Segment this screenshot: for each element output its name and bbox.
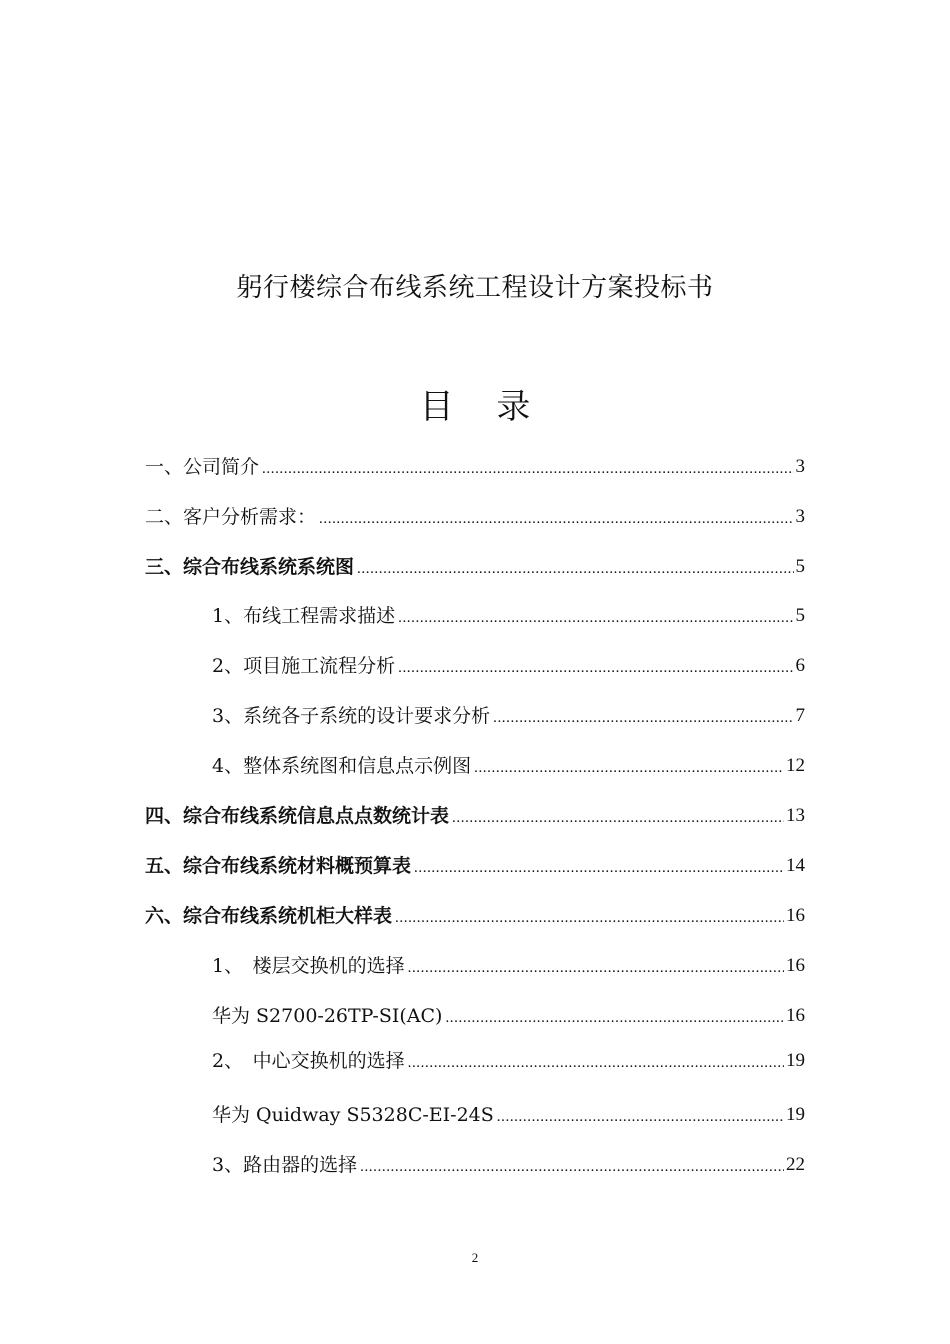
toc-dot-leader <box>398 655 793 681</box>
toc-dot-leader <box>408 1050 784 1076</box>
toc-dot-leader <box>398 605 793 631</box>
toc-entry-page: 6 <box>795 655 805 676</box>
toc-entry-page: 19 <box>786 1104 805 1125</box>
toc-entry-info-points[interactable] <box>145 801 805 831</box>
toc-entry-label: 1、布线工程需求描述 <box>212 605 396 627</box>
toc-entry-label: 4、整体系统图和信息点示例图 <box>212 755 472 777</box>
toc-dot-leader <box>360 1154 784 1180</box>
toc-entry-floor-switch[interactable] <box>212 951 805 981</box>
toc-entry-cabinet[interactable] <box>145 901 805 931</box>
toc-entry-requirements[interactable] <box>212 601 805 631</box>
toc-entry-page: 16 <box>786 905 805 926</box>
toc-entry-label: 2、 中心交换机的选择 <box>212 1050 405 1072</box>
toc-entry-label: 一、公司简介 <box>145 456 260 478</box>
toc-entry-page: 5 <box>795 605 805 626</box>
toc-entry-page: 5 <box>795 556 805 577</box>
toc-entry-router[interactable] <box>212 1150 805 1180</box>
toc-entry-construction-flow[interactable] <box>212 651 805 681</box>
toc-dot-leader <box>493 705 793 731</box>
toc-entry-page: 12 <box>786 755 805 776</box>
toc-entry-page: 7 <box>795 705 805 726</box>
toc-entry-page: 16 <box>786 1005 805 1026</box>
toc-entry-label: 五、综合布线系统材料概预算表 <box>145 855 412 877</box>
toc-entry-subsystem-design[interactable] <box>212 701 805 731</box>
toc-dot-leader <box>357 556 793 582</box>
page-number: 2 <box>471 1250 479 1265</box>
toc-entry-core-switch[interactable] <box>212 1046 805 1076</box>
toc-dot-leader <box>497 1104 784 1130</box>
toc-entry-page: 13 <box>786 805 805 826</box>
toc-entry-label: 1、 楼层交换机的选择 <box>212 955 405 977</box>
toc-entry-customer-needs[interactable] <box>145 502 805 532</box>
toc-dot-leader <box>445 1005 784 1031</box>
toc-entry-label: 华为 S2700-26TP-SI(AC) <box>212 1005 443 1027</box>
toc-entry-page: 22 <box>786 1154 805 1175</box>
toc-entry-page: 14 <box>786 855 805 876</box>
toc-entry-label: 三、综合布线系统系统图 <box>145 556 355 578</box>
toc-entry-overall-diagram[interactable] <box>212 751 805 781</box>
toc-entry-label: 华为 Quidway S5328C-EI-24S <box>212 1104 494 1126</box>
toc-entry-page: 3 <box>795 506 805 527</box>
toc-entry-budget[interactable] <box>145 851 805 881</box>
toc-heading: 目 录 <box>419 387 547 427</box>
toc-dot-leader <box>408 955 784 981</box>
toc-dot-leader <box>474 755 784 781</box>
toc-entry-huawei-s2700[interactable] <box>212 1001 805 1031</box>
toc-entry-label: 二、客户分析需求： <box>145 506 317 528</box>
toc-entry-label: 3、路由器的选择 <box>212 1154 358 1176</box>
toc-dot-leader <box>414 855 784 881</box>
toc-entry-company-intro[interactable] <box>145 452 805 482</box>
toc-entry-label: 四、综合布线系统信息点点数统计表 <box>145 805 450 827</box>
toc-entry-page: 3 <box>795 456 805 477</box>
toc-entry-label: 2、项目施工流程分析 <box>212 655 396 677</box>
document-title: 躬行楼综合布线系统工程设计方案投标书 <box>236 273 714 303</box>
toc-entry-label: 六、综合布线系统机柜大样表 <box>145 905 393 927</box>
toc-entry-system-diagram[interactable] <box>145 552 805 582</box>
toc-dot-leader <box>319 506 793 532</box>
toc-entry-huawei-s5328c[interactable] <box>212 1100 805 1130</box>
toc-dot-leader <box>452 805 784 831</box>
toc-entry-label: 3、系统各子系统的设计要求分析 <box>212 705 491 727</box>
toc-entry-page: 16 <box>786 955 805 976</box>
toc-dot-leader <box>395 905 784 931</box>
toc-entry-page: 19 <box>786 1050 805 1071</box>
toc-dot-leader <box>262 456 793 482</box>
